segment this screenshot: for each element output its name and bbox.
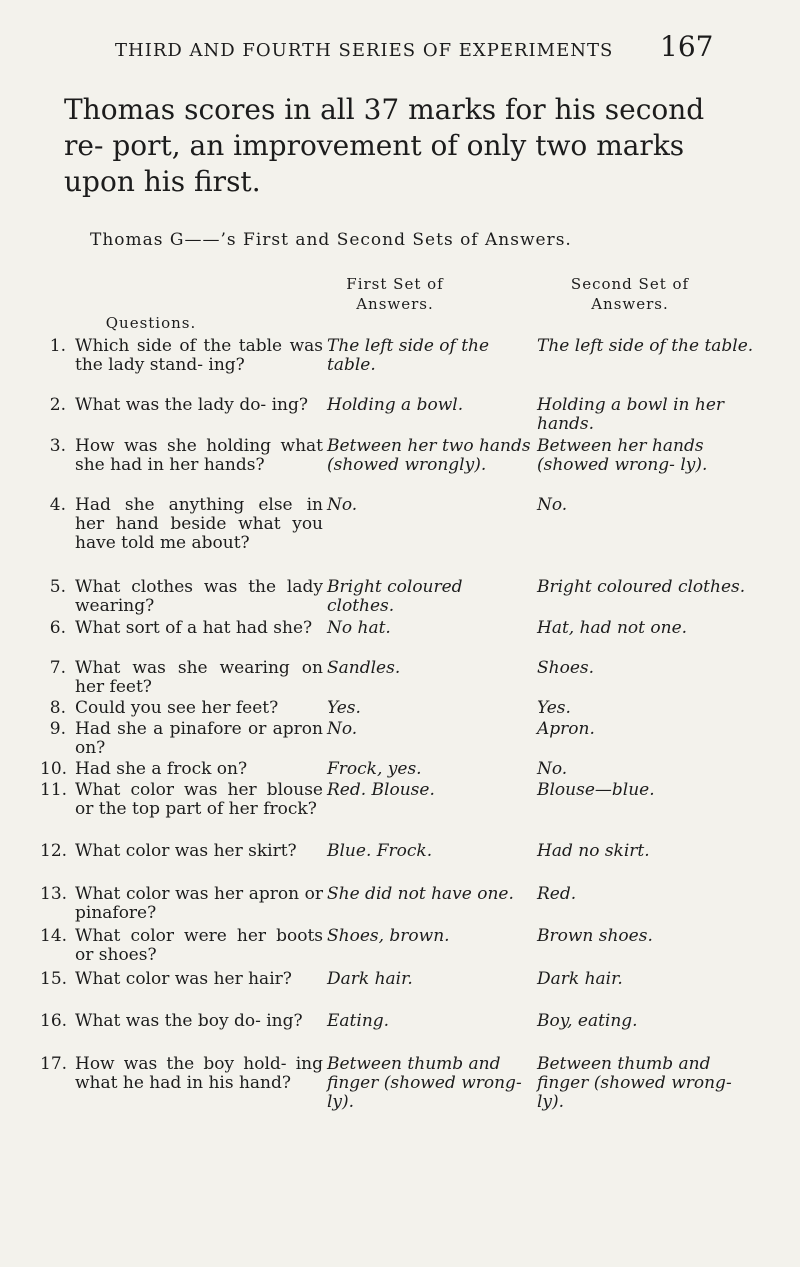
first-answer: Red. Blouse. <box>327 780 435 800</box>
second-answer: Had no skirt. <box>537 841 650 861</box>
column-header-questions: Questions. <box>105 314 197 332</box>
question-number: 4. <box>49 495 66 515</box>
first-answer: The left side of the table. <box>327 336 490 375</box>
second-answer: Dark hair. <box>537 969 623 989</box>
second-answer: Shoes. <box>537 658 595 678</box>
question-number: 8. <box>49 698 66 718</box>
question-number: 10. <box>40 759 68 779</box>
question-text: Could you see her feet? <box>75 698 279 718</box>
first-answer: She did not have one. <box>327 884 514 904</box>
question-text: What was the lady do- ing? <box>75 395 308 415</box>
second-answer: Apron. <box>537 719 595 739</box>
first-answer: Sandles. <box>327 658 401 678</box>
question-text: How was the boy hold- ing what he had in his hand? <box>75 1054 323 1093</box>
question-number: 15. <box>40 969 68 989</box>
question-number: 9. <box>49 719 66 739</box>
question-number: 5. <box>49 577 66 597</box>
first-answer: No. <box>327 719 358 739</box>
question-text: What clothes was the lady wearing? <box>75 577 323 616</box>
question-text: Had she a pinafore or apron on? <box>75 719 323 758</box>
first-answer: No hat. <box>327 618 391 638</box>
question-text: What sort of a hat had she? <box>75 618 313 638</box>
question-text: What color was her blouse or the top part of her frock? <box>75 780 323 819</box>
first-answer: No. <box>327 495 358 515</box>
column-header-first-set: First Set of Answers. <box>346 275 444 313</box>
second-answer: Holding a bowl in her hands. <box>537 395 725 434</box>
second-answer: Yes. <box>537 698 571 718</box>
table-title: Thomas G——’s First and Second Sets of Answers. <box>90 230 572 250</box>
second-answer: Brown shoes. <box>537 926 653 946</box>
second-answer: No. <box>537 759 568 779</box>
question-number: 13. <box>40 884 68 904</box>
first-answer: Eating. <box>327 1011 390 1031</box>
question-number: 3. <box>49 436 66 456</box>
question-text: What color was her apron or pinafore? <box>75 884 323 923</box>
second-answer: Red. <box>537 884 577 904</box>
second-answer: Hat, had not one. <box>537 618 688 638</box>
second-answer: The left side of the table. <box>537 336 754 356</box>
question-text: Had she a frock on? <box>75 759 248 779</box>
intro-paragraph: Thomas scores in all 37 marks for his second re- port, an improvement of only two marks upon his first. <box>64 93 705 198</box>
question-text: What was the boy do- ing? <box>75 1011 303 1031</box>
question-number: 2. <box>49 395 66 415</box>
first-answer: Bright coloured clothes. <box>327 577 463 616</box>
second-answer: Blouse—blue. <box>537 780 655 800</box>
first-answer: Between her two hands (showed wrongly). <box>327 436 531 475</box>
question-text: Had she anything else in her hand beside what you have told me about? <box>75 495 323 553</box>
first-answer: Blue. Frock. <box>327 841 433 861</box>
first-answer: Dark hair. <box>327 969 413 989</box>
question-number: 14. <box>40 926 68 946</box>
question-number: 12. <box>40 841 68 861</box>
second-answer: No. <box>537 495 568 515</box>
first-answer: Between thumb and finger (showed wrong- ly). <box>327 1054 522 1112</box>
second-answer: Between her hands (showed wrong- ly). <box>537 436 708 475</box>
first-answer: Yes. <box>327 698 361 718</box>
second-answer: Between thumb and finger (showed wrong- ly). <box>537 1054 732 1112</box>
question-number: 1. <box>49 336 66 356</box>
first-answer: Holding a bowl. <box>327 395 464 415</box>
first-answer: Shoes, brown. <box>327 926 450 946</box>
second-answer: Bright coloured clothes. <box>537 577 746 597</box>
question-text: What color was her hair? <box>75 969 292 989</box>
question-number: 16. <box>40 1011 68 1031</box>
question-text: What color was her skirt? <box>75 841 297 861</box>
column-header-second-set: Second Set of Answers. <box>570 275 690 313</box>
question-text: What was she wearing on her feet? <box>75 658 323 697</box>
page-number: 167 <box>660 30 714 63</box>
question-number: 7. <box>49 658 66 678</box>
question-text: Which side of the table was the lady stand- ing? <box>75 336 323 375</box>
running-title: THIRD AND FOURTH SERIES OF EXPERIMENTS <box>115 40 614 61</box>
question-number: 6. <box>49 618 66 638</box>
question-text: How was she holding what she had in her hands? <box>75 436 323 475</box>
question-number: 11. <box>40 780 68 800</box>
question-text: What color were her boots or shoes? <box>75 926 323 965</box>
second-answer: Boy, eating. <box>537 1011 638 1031</box>
question-number: 17. <box>40 1054 68 1074</box>
first-answer: Frock, yes. <box>327 759 422 779</box>
